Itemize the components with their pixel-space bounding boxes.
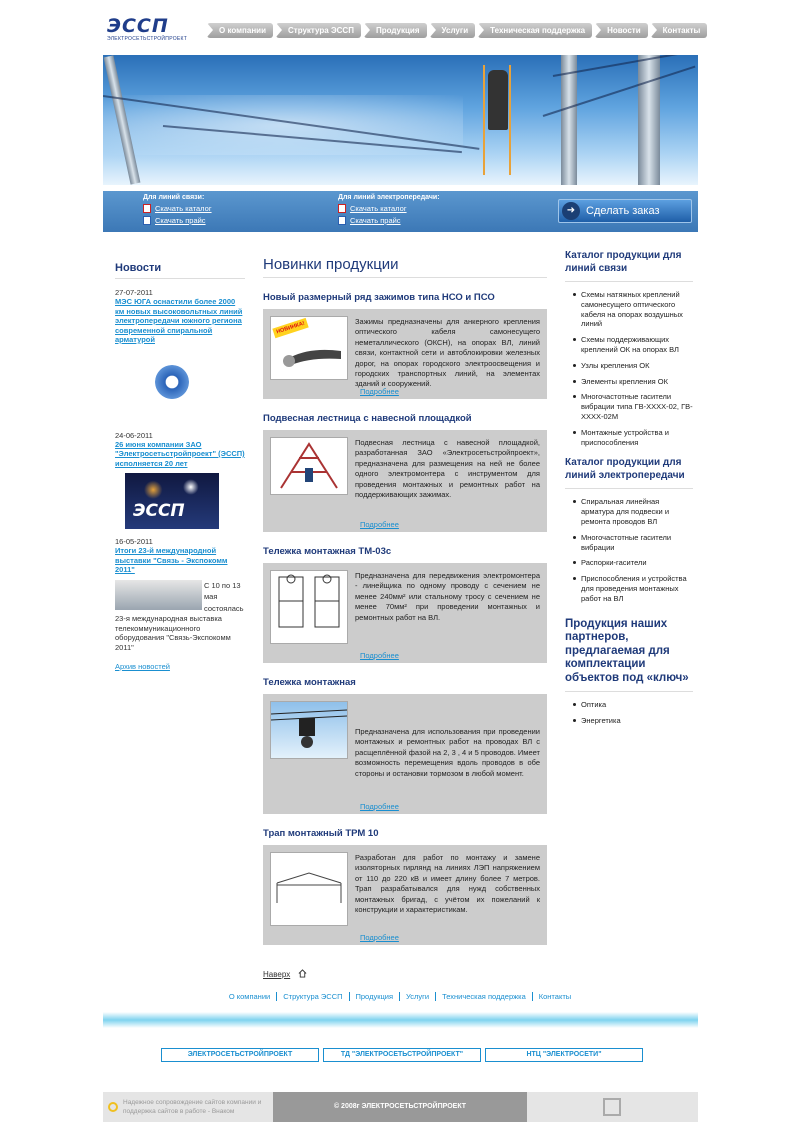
nav-products[interactable]: Продукция — [364, 23, 427, 38]
downloads-power — [338, 194, 440, 228]
product-image[interactable] — [270, 570, 348, 644]
catalog-item[interactable]: Распорки-гасители — [581, 558, 693, 568]
partner-link-essp[interactable]: ЭЛЕКТРОСЕТЬСТРОЙПРОЕКТ — [161, 1048, 319, 1062]
product-more-link[interactable]: Подробнее — [360, 933, 399, 942]
product-description: Предназначена для передвижения электромонтера - линейщика по одному проводу с сечением не менее 240мм² или стальному тросу с сечением не менее 70мм² при проведении монтажных и ремонтных работ на ВЛ. — [355, 571, 540, 622]
downloads-comm — [143, 194, 212, 228]
product-more-link[interactable]: Подробнее — [360, 387, 399, 396]
product-card — [263, 546, 547, 663]
catalog-item[interactable]: Схемы поддерживающих креплений ОК на опорах ВЛ — [581, 335, 693, 355]
catalog-power-list — [565, 497, 693, 603]
catalog-item[interactable]: Оптика — [581, 700, 693, 710]
footer-nav — [0, 992, 800, 1001]
arrow-right-icon: ➜ — [562, 202, 580, 220]
product-image[interactable] — [270, 701, 348, 759]
product-card — [263, 413, 547, 532]
products-column — [263, 256, 547, 959]
partners-list — [565, 700, 693, 726]
catalog-item[interactable]: Многочастотные гасители вибрации типа ГВ-ХХХХ-02, ГВ-ХХХХ-02М — [581, 392, 693, 421]
nav-news[interactable]: Новости — [595, 23, 648, 38]
product-card — [263, 677, 547, 814]
news-date: 27-07-2011 — [115, 288, 153, 297]
bottom-bar — [103, 1092, 698, 1122]
external-link-icon[interactable] — [603, 1098, 621, 1116]
power-price-link[interactable]: Скачать прайс — [350, 216, 401, 225]
developer-credit[interactable]: Надежное сопровождение сайтов компании и поддержка сайтов в работе - Внаком — [123, 1099, 262, 1115]
product-title[interactable]: Подвесная лестница с навесной площадкой — [263, 413, 472, 424]
pdf-icon — [143, 204, 151, 213]
product-title[interactable]: Тележка монтажная ТМ-03с — [263, 546, 392, 557]
logo-subtitle: ЭЛЕКТРОСЕТЬСТРОЙПРОЕКТ — [107, 36, 188, 42]
product-title[interactable]: Трап монтажный ТРМ 10 — [263, 828, 379, 839]
comm-price-link[interactable]: Скачать прайс — [155, 216, 206, 225]
product-card — [263, 828, 547, 945]
news-column — [115, 262, 245, 671]
product-title[interactable]: Тележка монтажная — [263, 677, 356, 688]
power-catalog-link[interactable]: Скачать каталог — [350, 204, 407, 213]
logo-mark: ЭССП — [107, 15, 169, 37]
new-badge: НОВИНКА! — [272, 318, 309, 338]
nav-contacts[interactable]: Контакты — [651, 23, 708, 38]
product-description: Разработан для работ по монтажу и замене изоляторных гирлянд на линиях ЛЭП напряжением от 110 до 220 кВ и имеет длину более 7 метров. Трап разрабатывался для нужд собственных монтажных бригад, с учётом их пожеланий к конструкции и характеристикам. — [355, 853, 540, 915]
downloads-comm-title: Для линий связи: — [143, 194, 205, 201]
news-snippet-start: С 10 по 13 мая состоялась — [204, 580, 244, 613]
news-date: 24-06-2011 — [115, 430, 153, 440]
catalog-item[interactable]: Узлы крепления ОК — [581, 361, 693, 371]
order-button[interactable] — [558, 199, 692, 223]
product-more-link[interactable]: Подробнее — [360, 651, 399, 660]
catalog-comm-list — [565, 290, 693, 447]
product-title[interactable]: Новый размерный ряд зажимов типа НСО и ПСО — [263, 292, 495, 303]
partner-link-ntc[interactable]: НТЦ "ЭЛЕКТРОСЕТИ" — [485, 1048, 643, 1062]
catalog-item[interactable]: Приспособления и устройства для проведения монтажных работ на ВЛ — [581, 574, 693, 603]
home-icon[interactable] — [298, 969, 307, 978]
nav-support[interactable]: Техническая поддержка — [478, 23, 592, 38]
downloads-power-title: Для линий электропередачи: — [338, 194, 440, 201]
partners-heading: Продукция наших партнеров, предлагаемая для комплектации объектов под «ключ» — [565, 618, 693, 693]
developer-logo-icon — [108, 1102, 118, 1112]
catalog-item[interactable]: Монтажные устройства и приспособления — [581, 428, 693, 448]
footer-nav-services[interactable]: Услуги — [400, 992, 436, 1001]
footer-nav-support[interactable]: Техническая поддержка — [436, 992, 533, 1001]
catalog-item[interactable]: Многочастотные гасители вибрации — [581, 533, 693, 553]
downloads-bar — [103, 191, 698, 232]
fsk-emblem — [149, 359, 195, 405]
footer-nav-contacts[interactable]: Контакты — [538, 992, 572, 1001]
catalog-item[interactable]: Элементы крепления ОК — [581, 377, 693, 387]
order-button-label: Сделать заказ — [586, 205, 660, 217]
news-date: 16-05-2011 — [115, 537, 153, 546]
doc-icon — [143, 216, 151, 225]
catalog-item[interactable]: Энергетика — [581, 716, 693, 726]
partner-link-td[interactable]: ТД "ЭЛЕКТРОСЕТЬСТРОЙПРОЕКТ" — [323, 1048, 481, 1062]
header-banner — [103, 55, 698, 185]
nav-structure[interactable]: Структура ЭССП — [276, 23, 361, 38]
news-archive-link[interactable]: Архив новостей — [115, 662, 170, 671]
footer-divider — [103, 1012, 698, 1028]
product-description: Подвесная лестница с навесной площадкой, разработанная ЗАО «Электросетьстройпроект», предназначена для размещения на ней не более одного электромонтера с инструментом для проведения монтажных и ремонтных работ на поддерживающих зажимах. — [355, 438, 540, 500]
product-description: Зажимы предназначены для анкерного крепления оптического кабеля самонесущего неметаллического (ОКСН), на опорах ВЛ, линий связи, контактной сети и автоблокировки железных дорог, на опорах городского электроосвещения и городских транспортных линий, на элементах зданий и сооружений. — [355, 317, 540, 389]
news-heading: Новости — [115, 262, 245, 279]
copyright: © 2008г ЭЛЕКТРОСЕТЬСТРОЙПРОЕКТ — [273, 1092, 527, 1122]
nav-services[interactable]: Услуги — [430, 23, 476, 38]
footer-nav-products[interactable]: Продукция — [350, 992, 401, 1001]
catalog-item[interactable]: Спиральная линейная арматура для подвески и ремонта проводов ВЛ — [581, 497, 693, 526]
product-image[interactable] — [270, 437, 348, 495]
product-image[interactable] — [270, 852, 348, 926]
product-card — [263, 292, 547, 399]
catalog-power-heading: Каталог продукции для линий электропередачи — [565, 457, 693, 489]
product-more-link[interactable]: Подробнее — [360, 520, 399, 529]
top-nav — [207, 23, 707, 38]
product-description: Предназначена для использования при проведении монтажных и ремонтных работ на проводах ВЛ с расщеплённой фазой на 2, 3 , 4 и 5 проводов. Имеет возможность перемещения вдоль проводов в обе стороны и остановки тормозом в любой момент. — [355, 727, 540, 778]
logo[interactable] — [107, 16, 199, 42]
news-snippet-rest: 23-я международная выставка телекоммуникационного оборудования "Связь-Экспокомм 2011" — [115, 614, 231, 652]
catalog-column — [565, 250, 693, 736]
news-title-link[interactable]: 26 июня компании ЗАО "Электросетьстройпроект" (ЭССП) исполняется 20 лет — [115, 439, 245, 468]
footer-nav-about[interactable]: О компании — [223, 992, 277, 1001]
back-to-top-link[interactable]: Наверх — [263, 970, 291, 979]
news-image-expo[interactable] — [115, 580, 202, 610]
news-image-fireworks[interactable]: ЭССП — [125, 473, 219, 529]
page-title: Новинки продукции — [263, 256, 547, 278]
product-more-link[interactable]: Подробнее — [360, 802, 399, 811]
news-expo-block — [115, 580, 245, 653]
news-title-link[interactable]: МЭС ЮГА оснастили более 2000 км новых высоковольтных линий электропередачи южного региона современной спиральной арматурой — [115, 297, 243, 344]
partner-links — [161, 1048, 643, 1062]
nav-about[interactable]: О компании — [207, 23, 273, 38]
product-image[interactable] — [270, 316, 348, 380]
catalog-item[interactable]: Схемы натяжных креплений самонесущего оптического кабеля на опорах воздушных линий — [581, 290, 693, 329]
footer-nav-structure[interactable]: Структура ЭССП — [277, 992, 349, 1001]
comm-catalog-link[interactable]: Скачать каталог — [155, 204, 212, 213]
doc-icon — [338, 216, 346, 225]
pdf-icon — [338, 204, 346, 213]
news-title-link[interactable]: Итоги 23-й международной выставки "Связь - Экспокомм 2011" — [115, 546, 228, 574]
catalog-comm-heading: Каталог продукции для линий связи — [565, 250, 693, 282]
